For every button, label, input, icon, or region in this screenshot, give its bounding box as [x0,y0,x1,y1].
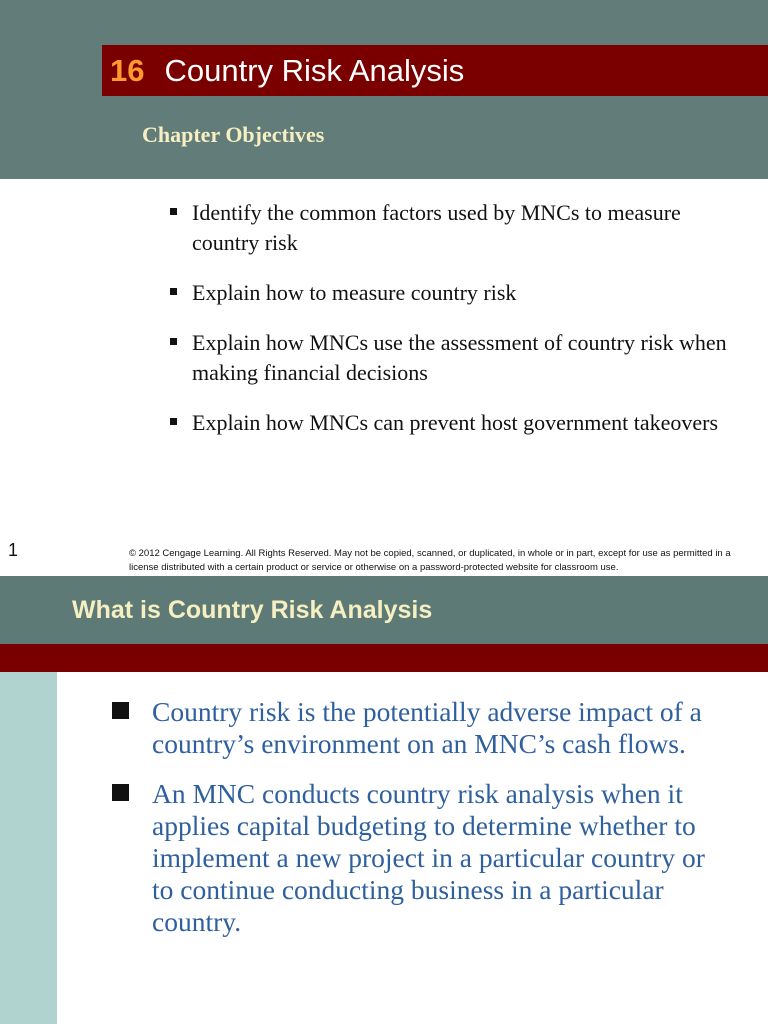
square-bullet-icon [170,418,177,425]
list-item [112,778,722,938]
objective-text: Explain how MNCs use the assessment of country risk when making financial decisions [192,330,727,385]
bullet-list [112,696,722,956]
list-item [168,408,738,438]
page-number: 1 [8,540,19,560]
square-bullet-icon [170,208,177,215]
side-panel [0,672,57,1024]
bullet-text: An MNC conducts country risk analysis when it applies capital budgeting to determine whether to implement a new project in a particular country or to continue conducting business in a particular country. [152,778,705,937]
slide-subtitle: Chapter Objectives [142,122,325,147]
square-bullet-icon [112,784,129,801]
bullet-text: Country risk is the potentially adverse impact of a country’s environment on an MNC’s cash flows. [152,696,702,759]
square-bullet-icon [112,702,129,719]
square-bullet-icon [170,288,177,295]
objectives-list [168,198,738,458]
copyright-notice: © 2012 Cengage Learning. All Rights Reserved. May not be copied, scanned, or duplicated, in whole or in part, except for use as permitted in a license distributed with a certain product or service or otherwise on a password-protected website for classroom use. [129,548,731,573]
title-bar [102,45,768,96]
slide-title: Country Risk Analysis [164,52,465,88]
accent-bar [0,644,768,672]
slide-2-header [0,576,768,644]
list-item [168,198,738,258]
list-item [112,696,722,760]
list-item [168,328,738,388]
chapter-number: 16 [110,52,145,88]
slide-1-header [0,0,768,179]
list-item [168,278,738,308]
objective-text: Explain how to measure country risk [192,280,517,305]
slide-title: What is Country Risk Analysis [72,596,433,624]
objective-text: Explain how MNCs can prevent host government takeovers [192,410,719,435]
slide-2 [0,576,768,1024]
square-bullet-icon [170,338,177,345]
objective-text: Identify the common factors used by MNCs to measure country risk [192,200,681,255]
